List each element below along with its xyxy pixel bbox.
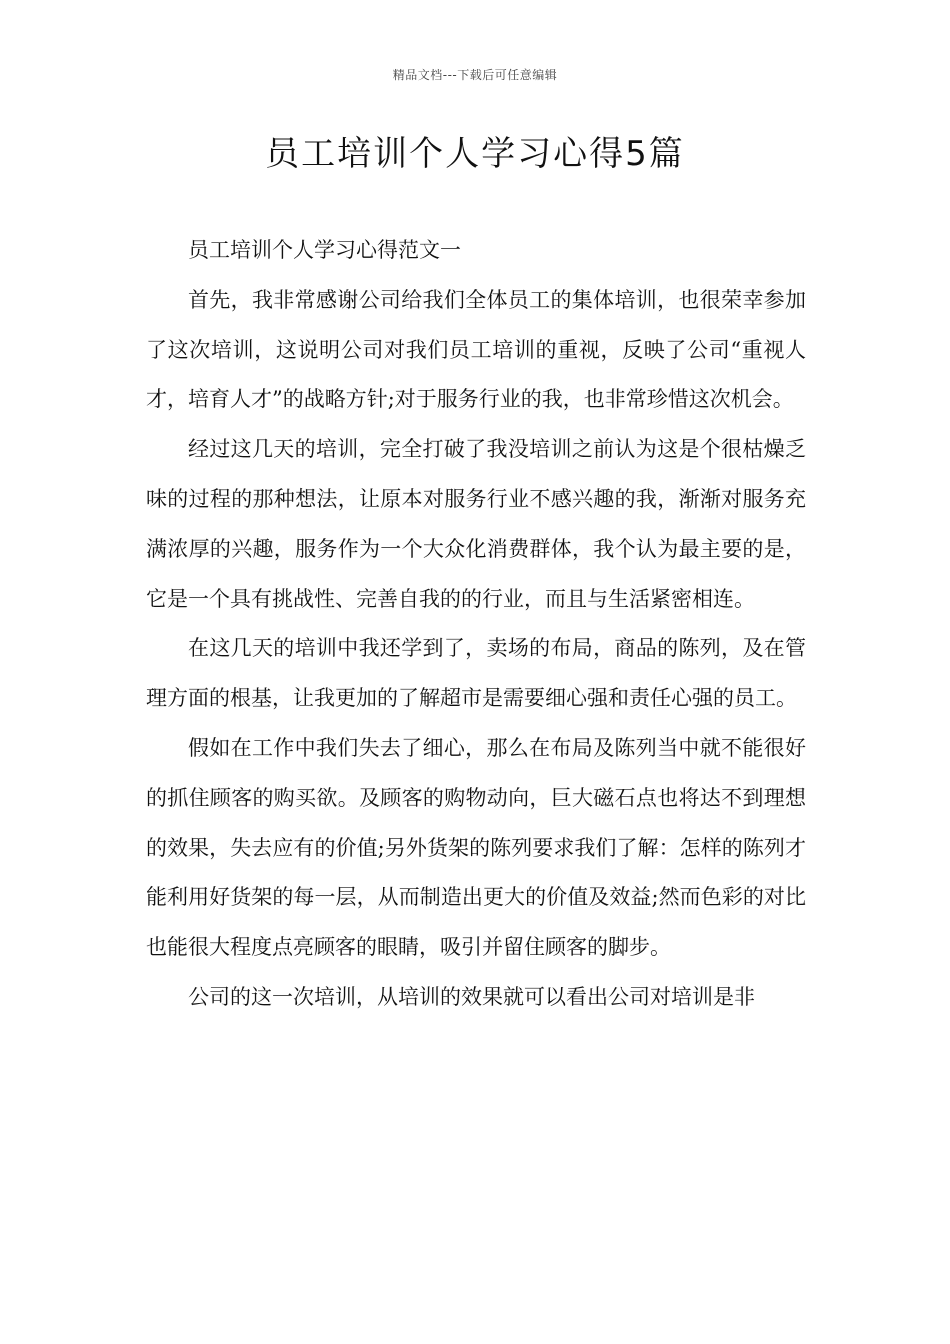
document-body: [146, 226, 806, 1023]
paragraph: 公司的这一次培训，从培训的效果就可以看出公司对培训是非: [188, 984, 755, 1009]
header-note: 精品文档---下载后可任意编辑: [392, 68, 558, 82]
paragraph: 经过这几天的培训，完全打破了我没培训之前认为这是个很枯燥乏味的过程的那种想法，让原本对服务行业不感兴趣的我，渐渐对服务充满浓厚的兴趣，服务作为一个大众化消费群体，我个认为最主要的是，它是一个具有挑战性、完善自我的的行业，而且与生活紧密相连。: [146, 437, 806, 611]
paragraph: 在这几天的培训中我还学到了，卖场的布局，商品的陈列，及在管理方面的根基，让我更加的了解超市是需要细心强和责任心强的员工。: [146, 636, 806, 711]
paragraph: 假如在工作中我们失去了细心，那么在布局及陈列当中就不能很好的抓住顾客的购买欲。及顾客的购物动向，巨大磁石点也将达不到理想的效果，失去应有的价值;另外货架的陈列要求我们了解：怎样的陈列才能利用好货架的每一层，从而制造出更大的价值及效益;然而色彩的对比也能很大程度点亮顾客的眼睛，吸引并留住顾客的脚步。: [146, 735, 806, 960]
section-heading: 员工培训个人学习心得范文一: [188, 238, 461, 262]
paragraph: 首先，我非常感谢公司给我们全体员工的集体培训，也很荣幸参加了这次培训，这说明公司对我们员工培训的重视，反映了公司“重视人才，培育人才”的战略方针;对于服务行业的我，也非常珍惜这次机会。: [146, 287, 806, 412]
page-title: 员工培训个人学习心得5篇: [265, 134, 685, 174]
